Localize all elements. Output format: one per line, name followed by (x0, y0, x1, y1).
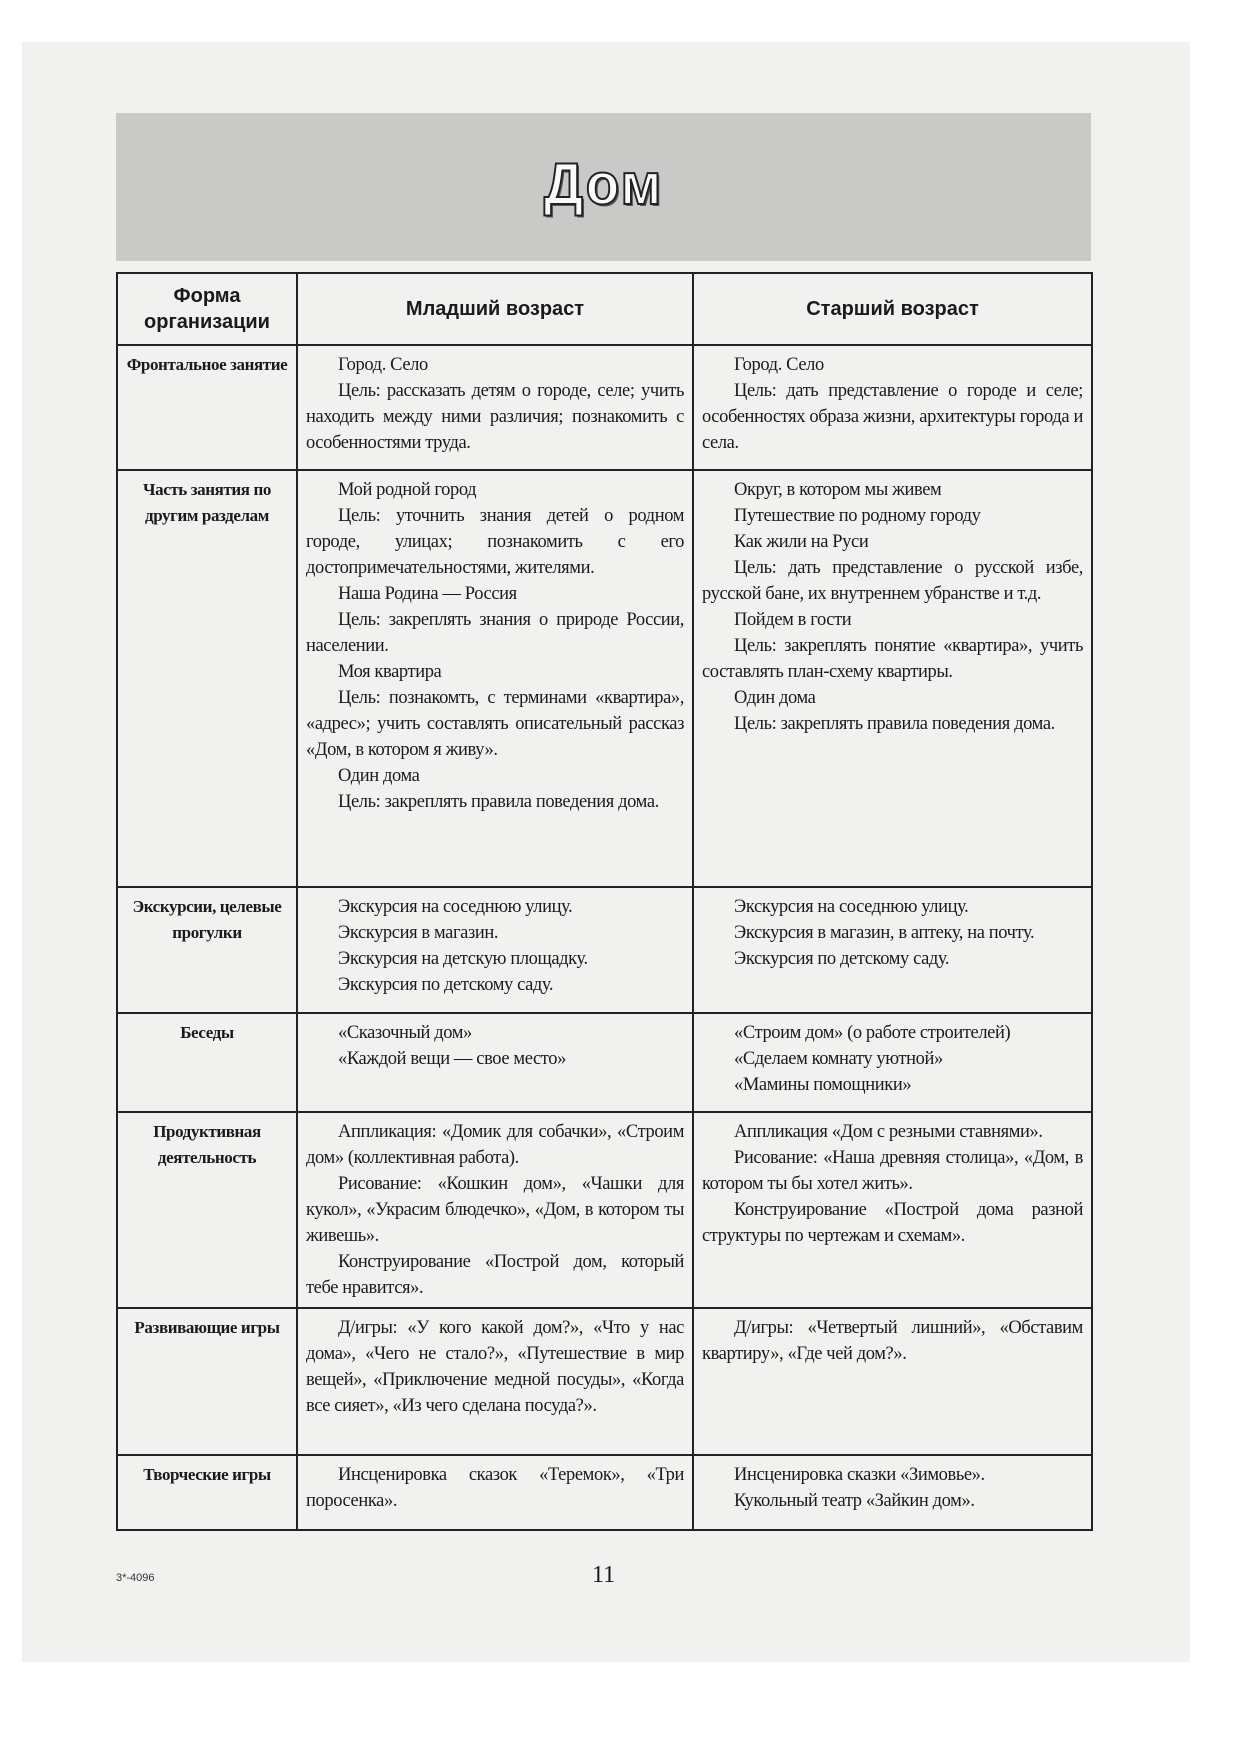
cell-paragraph: Экскурсия по детскому саду. (734, 949, 950, 969)
cell-young (297, 1112, 693, 1308)
cell-paragraph: Инсценировка сказки «Зимовье». (734, 1465, 985, 1485)
title-banner (116, 113, 1091, 261)
cell-paragraph: Моя квартира (338, 662, 442, 682)
table-row (117, 887, 1092, 1013)
page-title: Дом (543, 152, 664, 217)
cell-paragraph: Цель: закреплять правила поведения дома. (338, 792, 659, 812)
row-label: Продуктивная деятельность (117, 1112, 297, 1308)
cell-paragraph: Рисование: «Кошкин дом», «Чашки для кукол», «Украсим блюдечко», «Дом, в котором ты живешь». (306, 1174, 684, 1246)
cell-old (693, 1013, 1092, 1112)
cell-old (693, 1112, 1092, 1308)
row-label: Экскурсии, целевые прогулки (117, 887, 297, 1013)
cell-paragraph: «Сказочный дом» (338, 1023, 472, 1043)
cell-paragraph: Пойдем в гости (734, 610, 852, 630)
cell-paragraph: Кукольный театр «Зайкин дом». (734, 1491, 975, 1511)
cell-young (297, 1455, 693, 1530)
row-label: Беседы (117, 1013, 297, 1112)
cell-paragraph: Цель: закреплять понятие «квартира», учить составлять план-схему квартиры. (702, 636, 1083, 682)
cell-paragraph: Округ, в котором мы живем (734, 480, 942, 500)
cell-paragraph: Как жили на Руси (734, 532, 869, 552)
activities-table (116, 272, 1093, 1531)
table-row (117, 1455, 1092, 1530)
table-row (117, 470, 1092, 887)
cell-paragraph: Д/игры: «У кого какой дом?», «Что у нас дома», «Чего не стало?», «Путешествие в мир вещей», «Приключение медной посуды», «Когда все сияет», «Из чего сделана посуда?». (306, 1318, 684, 1416)
cell-paragraph: Город. Село (734, 355, 824, 375)
cell-paragraph: Аппликация: «Домик для собачки», «Строим дом» (коллективная работа). (306, 1122, 684, 1168)
page-number: 11 (592, 1562, 616, 1588)
table-row (117, 1308, 1092, 1455)
cell-paragraph: Цель: закреплять знания о природе России, населении. (306, 610, 684, 656)
cell-paragraph: Аппликация «Дом с резными ставнями». (734, 1122, 1043, 1142)
cell-paragraph: Экскурсия в магазин, в аптеку, на почту. (734, 923, 1035, 943)
cell-paragraph: Путешествие по родному городу (734, 506, 981, 526)
cell-old (693, 345, 1092, 470)
header-form: Форма организации (117, 273, 297, 345)
cell-paragraph: Рисование: «Наша древняя столица», «Дом, в котором ты бы хотел жить». (702, 1148, 1083, 1194)
cell-paragraph: «Строим дом» (о работе строителей) (734, 1023, 1011, 1043)
header-old: Старший возраст (693, 273, 1092, 345)
cell-paragraph: Д/игры: «Четвертый лишний», «Обставим квартиру», «Где чей дом?». (702, 1318, 1083, 1364)
cell-old (693, 1308, 1092, 1455)
cell-paragraph: Цель: закреплять правила поведения дома. (734, 714, 1055, 734)
cell-paragraph: Наша Родина — Россия (338, 584, 517, 604)
cell-paragraph: Конструирование «Построй дом, который тебе нравится». (306, 1252, 684, 1298)
cell-paragraph: Экскурсия на соседнюю улицу. (734, 897, 969, 917)
cell-paragraph: Цель: дать представление о русской избе, русской бане, их внутреннем убранстве и т.д. (702, 558, 1083, 604)
cell-paragraph: Мой родной город (338, 480, 477, 500)
table-body (117, 345, 1092, 1530)
row-label: Творческие игры (117, 1455, 297, 1530)
row-label: Развивающие игры (117, 1308, 297, 1455)
header-young: Младший возраст (297, 273, 693, 345)
cell-paragraph: «Каждой вещи — свое место» (338, 1049, 566, 1069)
print-code: 3*-4096 (116, 1572, 155, 1584)
cell-paragraph: Экскурсия на соседнюю улицу. (338, 897, 573, 917)
cell-paragraph: Цель: дать представление о городе и селе; особенностях образа жизни, архитектуры города и села. (702, 381, 1083, 453)
cell-paragraph: Экскурсия в магазин. (338, 923, 499, 943)
cell-young (297, 345, 693, 470)
cell-young (297, 470, 693, 887)
cell-paragraph: Цель: уточнить знания детей о родном городе, улицах; познакомить с его достопримечательностями, жителями. (306, 506, 684, 578)
table-header-row (117, 273, 1092, 345)
cell-paragraph: Город. Село (338, 355, 428, 375)
cell-paragraph: Один дома (338, 766, 420, 786)
cell-young (297, 887, 693, 1013)
cell-paragraph: Инсценировка сказок «Теремок», «Три поросенка». (306, 1465, 684, 1511)
cell-paragraph: Конструирование «Построй дома разной структуры по чертежам и схемам». (702, 1200, 1083, 1246)
cell-paragraph: «Сделаем комнату уютной» (734, 1049, 943, 1069)
row-label: Фронтальное занятие (117, 345, 297, 470)
cell-young (297, 1308, 693, 1455)
table-row (117, 1013, 1092, 1112)
row-label: Часть занятия по другим разделам (117, 470, 297, 887)
cell-paragraph: Цель: рассказать детям о городе, селе; учить находить между ними различия; познакомить с особенностями труда. (306, 381, 684, 453)
cell-paragraph: Один дома (734, 688, 816, 708)
cell-old (693, 1455, 1092, 1530)
table-row (117, 1112, 1092, 1308)
cell-paragraph: Экскурсия по детскому саду. (338, 975, 554, 995)
cell-paragraph: Цель: познакомть, с терминами «квартира», «адрес»; учить составлять описательный рассказ «Дом, в котором я живу». (306, 688, 684, 760)
cell-old (693, 887, 1092, 1013)
cell-paragraph: Экскурсия на детскую площадку. (338, 949, 588, 969)
table-row (117, 345, 1092, 470)
cell-old (693, 470, 1092, 887)
cell-paragraph: «Мамины помощники» (734, 1075, 912, 1095)
cell-young (297, 1013, 693, 1112)
